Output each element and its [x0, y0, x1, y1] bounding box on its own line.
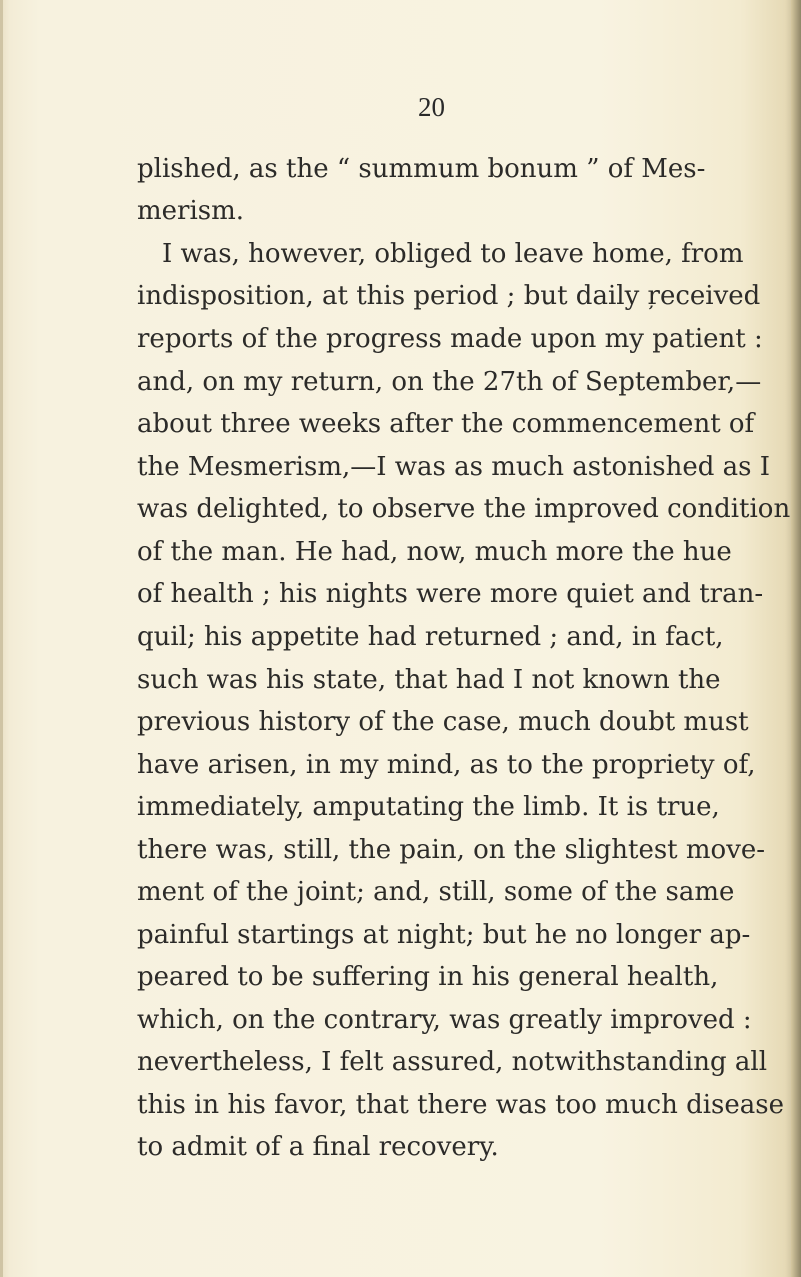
text-line: I was, however, obliged to leave home, from — [162, 239, 744, 269]
text-line: there was, still, the pain, on the slightest move- — [137, 835, 766, 865]
text-line: the Mesmerism,—I was as much astonished as I — [137, 452, 770, 482]
page-left-edge — [0, 0, 3, 1277]
text-line: quil; his appetite had returned ; and, in fact, — [137, 622, 724, 652]
text-line: of health ; his nights were more quiet and tran- — [137, 579, 764, 609]
text-line: about three weeks after the commencement of — [137, 409, 755, 439]
text-line: painful startings at night; but he no longer ap- — [137, 920, 751, 950]
text-line: merism. — [137, 196, 245, 226]
text-line: of the man. He had, now, much more the hue — [137, 537, 732, 567]
text-line: reports of the progress made upon my patient : — [137, 324, 763, 354]
text-line: plished, as the “ summum bonum ” of Mes- — [137, 154, 706, 184]
text-line: indisposition, at this period ; but daily ŗeceived — [137, 281, 761, 311]
text-line: and, on my return, on the 27th of September,— — [137, 367, 762, 397]
text-line: peared to be suffering in his general health, — [137, 962, 719, 992]
page-right-edge — [791, 0, 801, 1277]
text-line: this in his favor, that there was too much disease — [137, 1090, 785, 1120]
text-line: immediately, amputating the limb. It is true, — [137, 792, 720, 822]
text-line: ment of the joint; and, still, some of the same — [137, 877, 735, 907]
text-line: to admit of a final recovery. — [137, 1132, 499, 1162]
page-number: 20 — [418, 92, 445, 122]
text-line: have arisen, in my mind, as to the propriety of, — [137, 750, 756, 780]
text-line: which, on the contrary, was greatly improved : — [137, 1005, 752, 1035]
text-line: was delighted, to observe the improved condition — [137, 494, 791, 524]
text-line: nevertheless, I felt assured, notwithstanding all — [137, 1047, 768, 1077]
text-line: previous history of the case, much doubt must — [137, 707, 749, 737]
text-line: such was his state, that had I not known the — [137, 665, 721, 695]
